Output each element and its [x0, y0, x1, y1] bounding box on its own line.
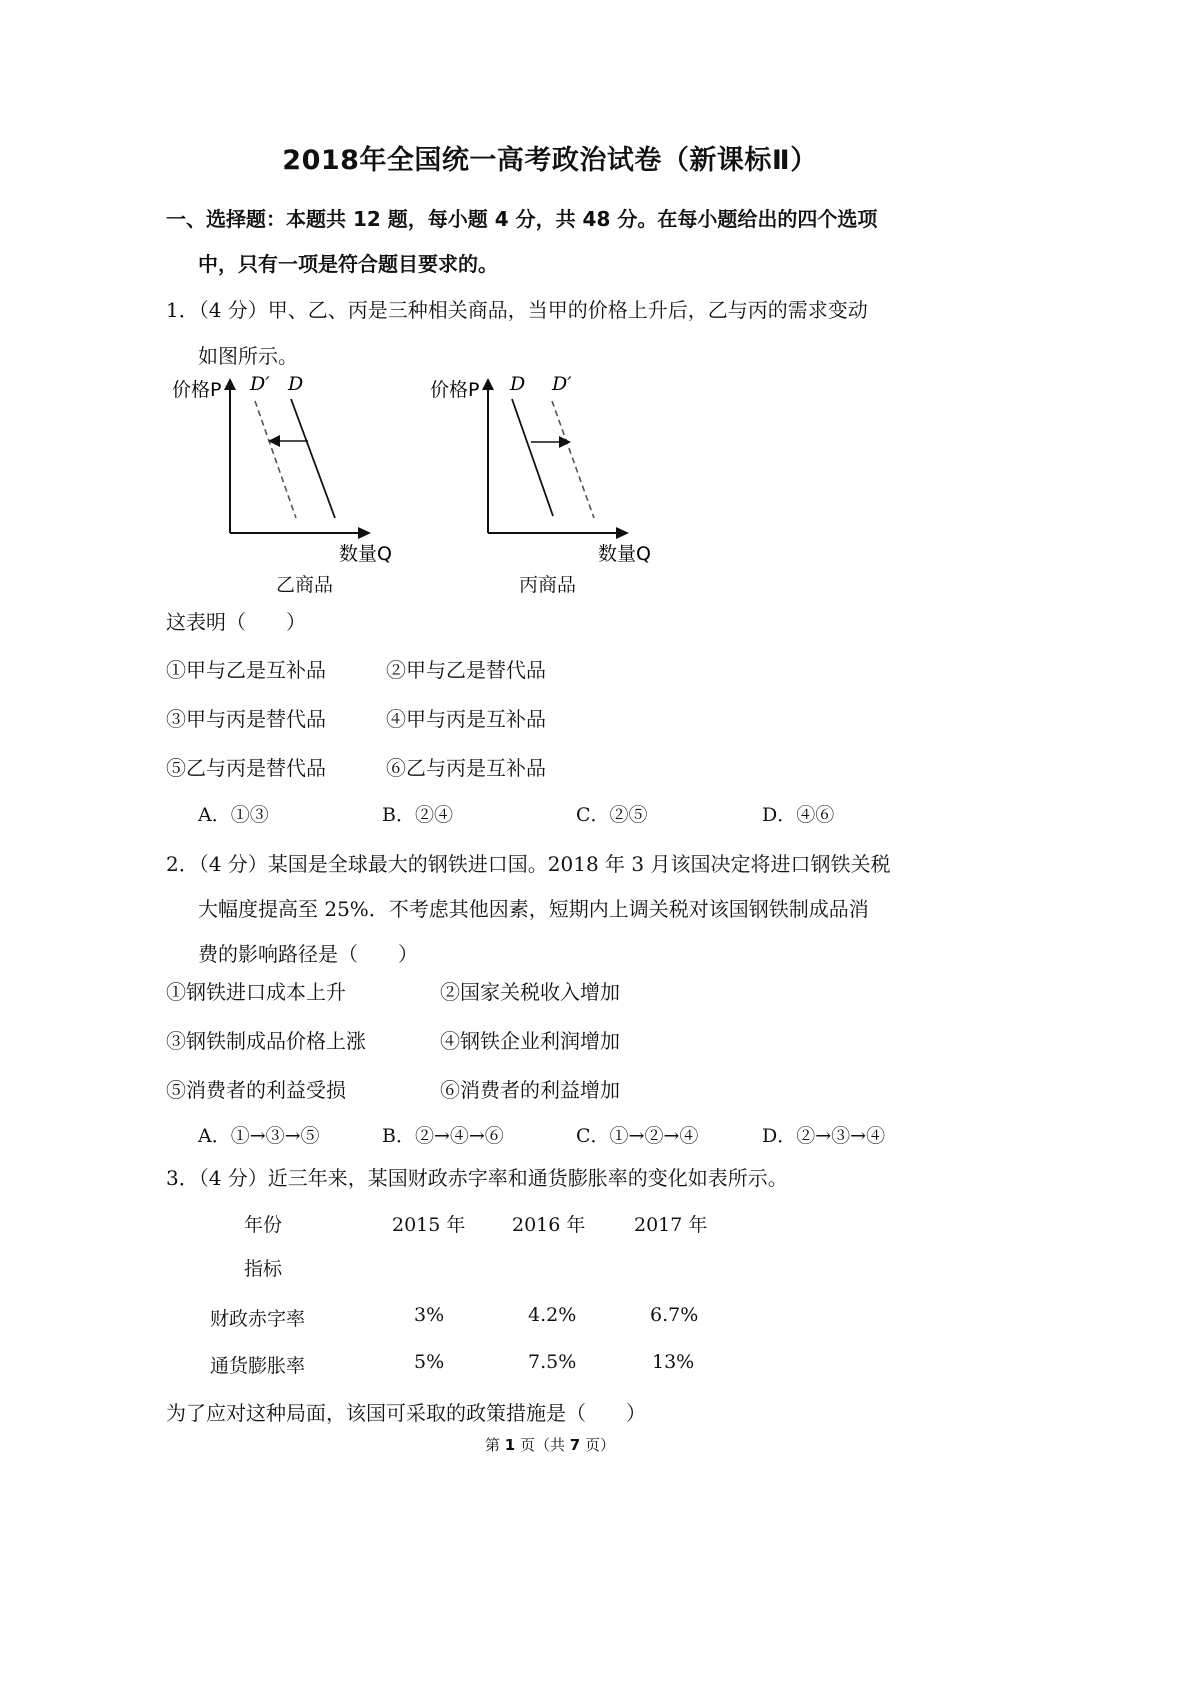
q1-statement: ⑤乙与丙是替代品 [166, 756, 326, 780]
question-3-stem: 为了应对这种局面，该国可采取的政策措施是（ ） [166, 1401, 646, 1425]
original-demand-curve [291, 399, 335, 518]
footer-suffix: 页） [585, 1436, 616, 1454]
q2-statement-row [166, 1025, 620, 1054]
q2-statement: ③钢铁制成品价格上涨 [166, 1029, 366, 1053]
shifted-demand-curve [552, 401, 594, 518]
footer-page-number: 1 [504, 1436, 516, 1454]
q2-option-d[interactable]: D．②→③→④ [762, 1125, 886, 1147]
q2-statement: ⑥消费者的利益增加 [440, 1078, 620, 1102]
q1-statement-row [166, 703, 546, 732]
q1-statement: ④甲与丙是互补品 [386, 707, 546, 731]
q2-option-c[interactable]: C．①→②→④ [576, 1125, 699, 1147]
q1-statement: ③甲与丙是替代品 [166, 707, 326, 731]
q1-statement: ②甲与乙是替代品 [386, 658, 546, 682]
table-corner-indicator: 指标 [244, 1258, 283, 1280]
table-corner-year: 年份 [244, 1214, 283, 1236]
shifted-demand-curve [255, 401, 296, 518]
q1-option-b[interactable]: B．②④ [382, 804, 453, 826]
q2-statement-row [166, 976, 620, 1005]
question-3-line-1: 3．（4 分）近三年来，某国财政赤字率和通货膨胀率的变化如表所示。 [166, 1166, 788, 1190]
page-footer [0, 1434, 1100, 1455]
q1-statement-row [166, 752, 546, 781]
table-cell: 7.5% [528, 1351, 577, 1373]
q2-statement-row [166, 1074, 620, 1103]
section-heading-line-2: 中，只有一项是符合题目要求的。 [198, 252, 498, 276]
x-axis-arrowhead [616, 527, 629, 539]
table-header-year: 2015 年 [392, 1214, 466, 1236]
table-header-year: 2017 年 [634, 1214, 708, 1236]
label-d: D [288, 373, 304, 395]
y-axis-label: 价格P [430, 379, 480, 401]
x-axis-label: 数量Q [339, 543, 392, 565]
question-2-line-1: 2．（4 分）某国是全球最大的钢铁进口国。2018 年 3 月该国决定将进口钢铁关税 [166, 852, 891, 876]
q2-statement: ④钢铁企业利润增加 [440, 1029, 620, 1053]
question-1-line-2: 如图所示。 [198, 344, 298, 368]
caption-yi: 乙商品 [276, 574, 334, 596]
q2-statement: ⑤消费者的利益受损 [166, 1078, 346, 1102]
question-2-text [166, 842, 891, 977]
demand-diagram-yi [168, 366, 408, 571]
table-cell: 3% [414, 1304, 445, 1326]
section-heading [166, 197, 946, 287]
question-2-line-3: 费的影响路径是（ ） [198, 942, 418, 966]
footer-mid: 页（共 [519, 1436, 565, 1454]
footer-total-pages: 7 [569, 1436, 581, 1454]
label-d-prime: D′ [250, 373, 270, 395]
label-d: D [510, 373, 526, 395]
q2-option-b[interactable]: B．②→④→⑥ [382, 1125, 504, 1147]
q2-statement: ②国家关税收入增加 [440, 980, 620, 1004]
original-demand-curve [512, 399, 553, 516]
y-axis-arrowhead [224, 378, 236, 390]
question-1-line-1: 1．（4 分）甲、乙、丙是三种相关商品，当甲的价格上升后，乙与丙的需求变动 [166, 298, 868, 322]
caption-bing: 丙商品 [519, 574, 577, 596]
section-heading-line-1: 一、选择题：本题共 12 题，每小题 4 分，共 48 分。在每小题给出的四个选项 [166, 207, 878, 231]
x-axis-arrowhead [358, 527, 371, 539]
label-d-prime: D′ [552, 373, 572, 395]
y-axis-arrowhead [482, 378, 494, 390]
table-cell: 4.2% [528, 1304, 577, 1326]
q2-option-a[interactable]: A．①→③→⑤ [198, 1125, 320, 1147]
q1-statement: ⑥乙与丙是互补品 [386, 756, 546, 780]
q1-option-a[interactable]: A．①③ [198, 804, 269, 826]
q1-option-d[interactable]: D．④⑥ [762, 804, 835, 826]
page-title: 2018年全国统一高考政治试卷（新课标Ⅱ） [282, 145, 818, 176]
table-cell: 5% [414, 1351, 445, 1373]
table-cell: 13% [652, 1351, 695, 1373]
footer-prefix: 第 [484, 1436, 500, 1454]
shift-right-arrowhead [559, 436, 571, 448]
q1-statement-row [166, 654, 546, 683]
shift-left-arrowhead [268, 435, 280, 447]
table-row-label: 财政赤字率 [210, 1308, 306, 1330]
q1-option-c[interactable]: C．②⑤ [576, 804, 648, 826]
q2-statement: ①钢铁进口成本上升 [166, 980, 346, 1004]
x-axis-label: 数量Q [598, 543, 651, 565]
q1-statement: ①甲与乙是互补品 [166, 658, 326, 682]
y-axis-label: 价格P [172, 379, 222, 401]
question-2-line-2: 大幅度提高至 25%．不考虑其他因素，短期内上调关税对该国钢铁制成品消 [198, 897, 869, 921]
question-1-stem: 这表明（ ） [166, 610, 306, 634]
table-cell: 6.7% [650, 1304, 699, 1326]
table-header-year: 2016 年 [512, 1214, 586, 1236]
table-row-label: 通货膨胀率 [210, 1355, 306, 1377]
demand-diagram-bing [426, 366, 666, 571]
